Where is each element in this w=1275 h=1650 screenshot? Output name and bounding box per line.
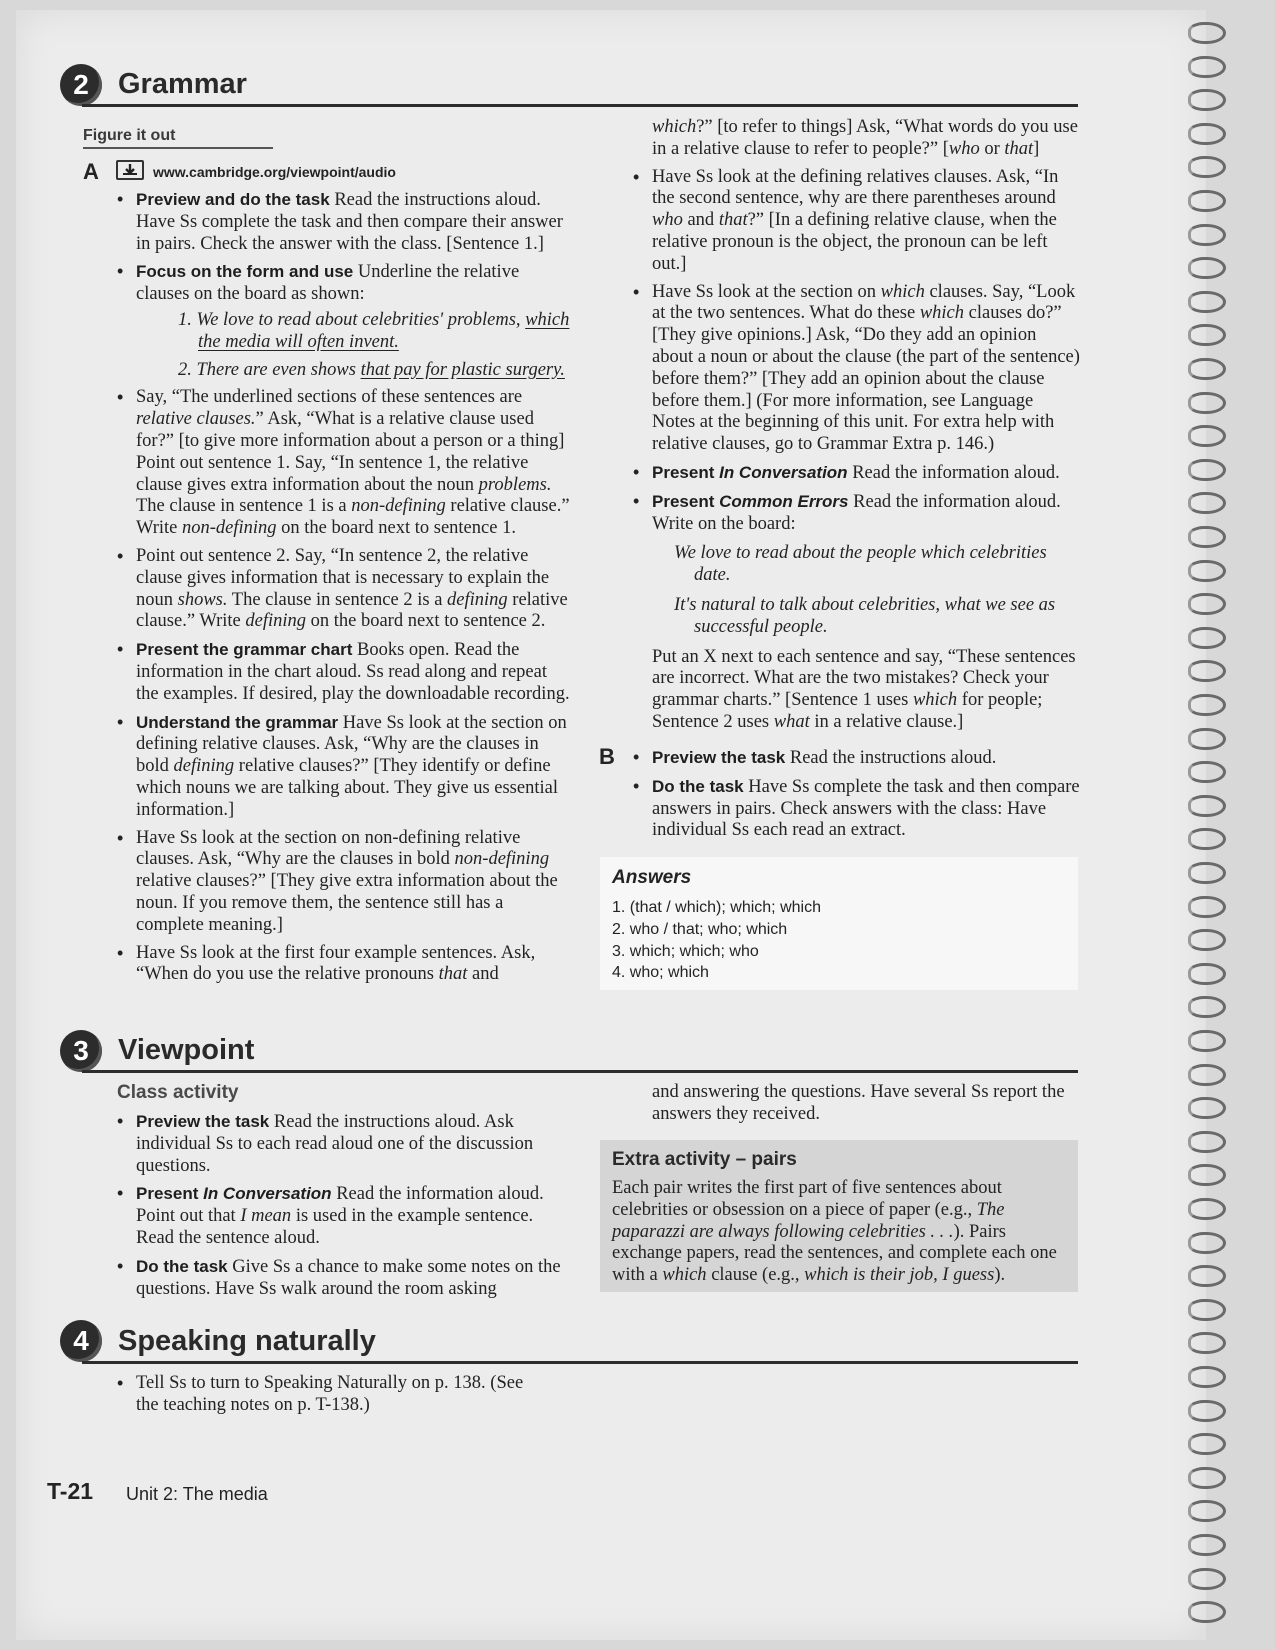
incorrect-sentence: We love to read about the people which celebrities date. xyxy=(674,543,1047,586)
section-number-badge: 2 xyxy=(60,64,102,106)
bullet-item xyxy=(116,546,572,633)
italic-term: which xyxy=(652,117,697,137)
bullet-item xyxy=(116,189,572,255)
answers-box xyxy=(600,857,1078,990)
bullet-text: relative clauses?” [They give extra information about the noun. If you remove them, the sentence still has a complete meaning.] xyxy=(136,871,558,935)
bullet-item xyxy=(632,462,1080,485)
spiral-coil xyxy=(1188,22,1226,44)
bullet-lead: Understand the grammar xyxy=(136,712,339,732)
spiral-coil xyxy=(1188,1467,1226,1489)
bullet-lead xyxy=(652,463,848,482)
italic-term: non-defining xyxy=(182,518,277,539)
audio-url-link[interactable]: www.cambridge.org/viewpoint/audio xyxy=(153,164,396,180)
bullet-text: Read the instructions aloud. Have Ss complete the task and then compare their answer in pairs. Check the answer with the class. [Sentence 1.] xyxy=(136,190,563,254)
italic-term: which xyxy=(919,303,965,324)
italic-term: shows. xyxy=(177,589,228,610)
bullet-item xyxy=(632,491,1080,734)
paragraph-text: or xyxy=(979,138,1005,159)
bullet-item xyxy=(116,712,572,822)
section-number-badge: 3 xyxy=(60,1030,102,1072)
example-sentence xyxy=(178,310,572,354)
exercise-b-column xyxy=(632,747,1080,848)
spiral-coil xyxy=(1188,1064,1226,1086)
spiral-coil xyxy=(1188,324,1226,346)
spiral-coil xyxy=(1188,425,1226,447)
spiral-coil xyxy=(1188,1198,1226,1220)
spiral-coil xyxy=(1188,896,1226,918)
bullet-item xyxy=(116,387,572,540)
lead-text: Present xyxy=(136,1184,204,1204)
example-text: 1. We love to read about celebrities' problems, xyxy=(178,309,526,330)
answer-item: 2. who / that; who; which xyxy=(612,920,788,938)
italic-term: which is their job, I guess xyxy=(804,1265,995,1286)
bullet-text: The clause in sentence 1 is a xyxy=(136,496,352,517)
paragraph-text: Each pair writes the first part of five sentences about celebrities or obsession on a piece of paper (e.g., xyxy=(612,1178,1002,1220)
spiral-coil xyxy=(1188,291,1226,313)
spiral-coil xyxy=(1188,392,1226,414)
paragraph-text: ] xyxy=(1033,138,1040,159)
underlined-clause: that pay for plastic surgery. xyxy=(360,359,565,380)
answer-item: 3. which; which; who xyxy=(612,942,759,960)
grammar-left-column xyxy=(116,189,572,992)
put-x-paragraph xyxy=(652,647,1080,734)
viewpoint-left-column xyxy=(116,1111,572,1306)
italic-term: defining xyxy=(173,756,235,777)
bullet-text: is used in the example sentence. Read the sentence aloud. xyxy=(136,1206,534,1248)
spiral-coil xyxy=(1188,560,1226,582)
bullet-item xyxy=(116,261,572,381)
answer-item: 1. (that / which); which; which xyxy=(612,899,821,916)
italic-term: non-defining xyxy=(454,849,550,870)
spiral-coil xyxy=(1188,1164,1226,1186)
bullet-text: Have Ss complete the task and then compare answers in pairs. Check answers with the class: Have individual Ss each read an extract. xyxy=(652,776,1080,841)
bullet-text: Give Ss a chance to make some notes on the questions. Have Ss walk around the room asking xyxy=(136,1256,561,1299)
extra-activity-box xyxy=(600,1140,1078,1292)
bullet-text: Books open. Read the information in the chart aloud. Ss read along and repeat the examples. If desired, play the downloadable recording. xyxy=(136,640,570,704)
bullet-text: Have Ss look at the section on xyxy=(652,281,881,302)
section-title-grammar: Grammar xyxy=(118,68,247,100)
bullet-text: relative clause.” Write xyxy=(136,496,570,539)
spiral-coil xyxy=(1188,1601,1226,1623)
paragraph-text: for people; Sentence 2 uses xyxy=(652,690,1043,732)
spiral-coil xyxy=(1188,1131,1226,1153)
grammar-right-column xyxy=(632,117,1080,740)
answers-list xyxy=(612,897,821,984)
spiral-coil xyxy=(1188,929,1226,951)
section-title-speaking: Speaking naturally xyxy=(118,1325,376,1357)
bullet-text: Read the information aloud. Write on the board: xyxy=(652,491,1061,534)
italic-term: defining xyxy=(447,589,508,610)
bullet-lead xyxy=(652,492,849,511)
bullet-text: relative clauses?” [They identify or define which nouns we are talking about. They give us essential information.] xyxy=(136,756,558,820)
underlined-clause: which the media will often invent. xyxy=(198,309,570,352)
spiral-coil xyxy=(1188,1232,1226,1254)
bullet-text: ?” [In a defining relative clause, when the relative pronoun is the object, the pronoun can be left out.] xyxy=(652,210,1057,274)
bullet-lead: Focus on the form and use xyxy=(136,262,354,282)
italic-term: relative clauses. xyxy=(136,409,256,430)
bullet-text: Have Ss look at the first four example sentences. Ask, “When do you use the relative pronouns xyxy=(136,942,536,985)
spiral-coil xyxy=(1188,593,1226,615)
spiral-coil xyxy=(1188,728,1226,750)
speaking-column xyxy=(116,1373,536,1423)
lead-italic: In Conversation xyxy=(719,462,848,482)
bullet-item xyxy=(116,1256,572,1301)
bullet-text: clauses. Say, “Look at the two sentences. What do these xyxy=(652,281,1076,324)
italic-term: The paparazzi are always following celebrities . . . xyxy=(612,1199,1005,1242)
italic-term: defining xyxy=(245,611,306,632)
bullet-text: relative clause.” Write xyxy=(136,589,568,632)
example-text: 2. There are even shows xyxy=(178,359,361,380)
page-number: T-21 xyxy=(47,1478,94,1504)
extra-activity-title: Extra activity – pairs xyxy=(612,1149,797,1170)
bullet-text: Read the instructions aloud. xyxy=(789,748,997,768)
italic-term: which xyxy=(662,1265,707,1286)
spiral-coil xyxy=(1188,1568,1226,1590)
spiral-coil xyxy=(1188,1433,1226,1455)
italic-term: that xyxy=(1004,138,1034,159)
bullet-item xyxy=(632,747,1080,770)
bullet-item xyxy=(632,167,1080,276)
section-rule xyxy=(82,1070,1078,1073)
bullet-item xyxy=(632,282,1080,456)
italic-term: that xyxy=(438,964,468,985)
spiral-coil xyxy=(1188,627,1226,649)
bullet-item xyxy=(116,639,572,705)
exercise-letter-b: B xyxy=(599,744,615,769)
italic-term: which xyxy=(880,281,925,302)
italic-term: I mean xyxy=(240,1206,292,1227)
bullet-lead xyxy=(136,1184,332,1203)
answers-title: Answers xyxy=(612,867,692,888)
bullet-text: and xyxy=(682,210,719,231)
bullet-text: clauses do?” [They give opinions.] Ask, “Do they add an opinion about a noun or about the clause (the part of the sentence) before them?” [They add an opinion about the clause before them.] (For more information, see Language Notes at the beginning of this unit. For extra help with relative clauses, go to Grammar Extra p. 146.) xyxy=(652,303,1080,455)
italic-term: that xyxy=(718,210,748,231)
bullet-item xyxy=(116,1111,572,1177)
section-rule xyxy=(82,104,1078,107)
bullet-text: on the board next to sentence 1. xyxy=(276,518,516,539)
paragraph-text: ?” [to refer to things] Ask, “What words do you use in a relative clause to refer to people?” [ xyxy=(652,117,1078,159)
exercise-letter-a: A xyxy=(83,159,99,184)
spiral-binding xyxy=(1188,14,1268,1644)
paragraph-text: in a relative clause.] xyxy=(809,711,964,732)
lead-italic: Common Errors xyxy=(719,491,849,511)
italic-term: non-defining xyxy=(351,496,446,517)
bullet-text: Underline the relative clauses on the board as shown: xyxy=(136,262,520,305)
bullet-item xyxy=(116,1183,572,1249)
bullet-lead: Preview the task xyxy=(652,748,786,767)
bullet-text: Have Ss look at the defining relatives clauses. Ask, “In the second sentence, why are there parentheses around xyxy=(652,166,1059,209)
spiral-coil xyxy=(1188,1366,1226,1388)
spiral-coil xyxy=(1188,1097,1226,1119)
incorrect-sentence: It's natural to talk about celebrities, what we see as successful people. xyxy=(674,594,1056,637)
spiral-coil xyxy=(1188,1534,1226,1556)
paragraph-text: clause (e.g., xyxy=(706,1265,805,1286)
italic-term: who xyxy=(652,210,683,231)
bullet-text: on the board next to sentence 2. xyxy=(306,611,546,632)
bullet-lead: Do the task xyxy=(652,776,744,796)
spiral-coil xyxy=(1188,190,1226,212)
spiral-coil xyxy=(1188,795,1226,817)
answer-item: 4. who; which xyxy=(612,964,709,982)
spiral-coil xyxy=(1188,828,1226,850)
figure-it-out-heading: Figure it out xyxy=(83,127,176,144)
section-rule xyxy=(82,1361,1078,1364)
spiral-coil xyxy=(1188,761,1226,783)
section-number-badge: 4 xyxy=(60,1320,102,1362)
bullet-text: The clause in sentence 2 is a xyxy=(227,589,448,610)
spiral-coil xyxy=(1188,56,1226,78)
bullet-item: • Tell Ss to turn to Speaking Naturally on p. 138. (See the teaching notes on p. T-138.) xyxy=(116,1373,536,1417)
bullet-lead: Do the task xyxy=(136,1256,228,1276)
spiral-coil xyxy=(1188,89,1226,111)
spiral-coil xyxy=(1188,492,1226,514)
spiral-coil xyxy=(1188,1265,1226,1287)
class-activity-heading: Class activity xyxy=(117,1082,239,1103)
spiral-coil xyxy=(1188,862,1226,884)
spiral-coil xyxy=(1188,963,1226,985)
spiral-coil xyxy=(1188,694,1226,716)
bullet-text: Say, “The underlined sections of these sentences are xyxy=(136,387,523,408)
spiral-coil xyxy=(1188,459,1226,481)
paragraph-text: ). Pairs exchange papers, read the sentences, and complete each one with a xyxy=(612,1221,1057,1286)
bullet-text: Read the information aloud. Point out that xyxy=(136,1184,544,1227)
paragraph-text: Put an X next to each sentence and say, “These sentences are incorrect. What are the two mistakes? Check your grammar charts.” [Sentence 1 uses xyxy=(652,646,1076,711)
bullet-text: Have Ss look at the section on non-defining relative clauses. Ask, “Why are the clauses in bold xyxy=(136,827,521,870)
unit-title: Unit 2: The media xyxy=(126,1484,268,1504)
lead-text: Present xyxy=(652,462,720,482)
bullet-text: Point out sentence 2. Say, “In sentence 2, the relative clause gives information that is necessary to explain the noun xyxy=(136,545,550,610)
spiral-coil xyxy=(1188,526,1226,548)
spiral-coil xyxy=(1188,1400,1226,1422)
example-sentence xyxy=(178,360,572,382)
italic-term: who xyxy=(948,138,980,159)
spiral-coil xyxy=(1188,156,1226,178)
spiral-coil xyxy=(1188,1500,1226,1522)
spiral-coil xyxy=(1188,996,1226,1018)
viewpoint-continued-text: and answering the questions. Have several Ss report the answers they received. xyxy=(652,1082,1065,1124)
italic-term: what xyxy=(773,711,810,732)
bullet-text: Read the information aloud. xyxy=(852,462,1060,483)
italic-term: problems. xyxy=(478,474,552,495)
section-title-viewpoint: Viewpoint xyxy=(118,1034,255,1066)
bullet-lead: Preview and do the task xyxy=(136,190,330,209)
spiral-coil xyxy=(1188,358,1226,380)
spiral-coil xyxy=(1188,224,1226,246)
spiral-coil xyxy=(1188,1030,1226,1052)
lead-italic: In Conversation xyxy=(203,1184,332,1204)
bullet-text: ” Ask, “What is a relative clause used for?” [to give more information about a person or a thing] Point out sentence 1. Say, “In sentence 1, the relative clause gives extra information about the noun xyxy=(136,409,565,495)
bullet-text: and xyxy=(467,964,499,985)
download-icon[interactable] xyxy=(116,160,144,180)
lead-text: Present xyxy=(652,491,720,511)
spiral-coil xyxy=(1188,660,1226,682)
bullet-item xyxy=(116,943,572,987)
continued-paragraph xyxy=(632,117,1080,161)
bullet-text: Read the instructions aloud. Ask individual Ss to each read aloud one of the discussion questions. xyxy=(136,1112,534,1176)
spiral-coil xyxy=(1188,1299,1226,1321)
extra-activity-text xyxy=(612,1178,1068,1287)
paragraph-text: ). xyxy=(994,1265,1006,1286)
spiral-coil xyxy=(1188,123,1226,145)
subheading-rule xyxy=(83,147,273,149)
bullet-text: Have Ss look at the section on defining relative clauses. Ask, “Why are the clauses in bold xyxy=(136,712,567,777)
bullet-lead: Preview the task xyxy=(136,1112,270,1131)
bullet-lead: Present the grammar chart xyxy=(136,640,353,660)
bullet-item xyxy=(632,776,1080,842)
italic-term: which xyxy=(912,690,958,711)
bullet-item xyxy=(116,828,572,937)
spiral-coil xyxy=(1188,257,1226,279)
spiral-coil xyxy=(1188,1332,1226,1354)
